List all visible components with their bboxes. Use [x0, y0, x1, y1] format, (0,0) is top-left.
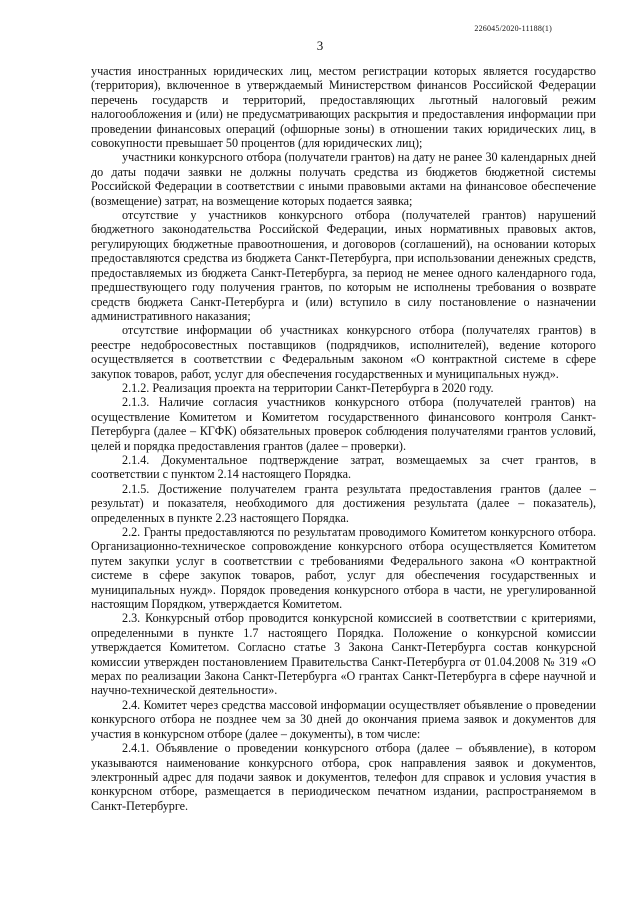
- paragraph-no-budget-funds: участники конкурсного отбора (получатели грантов) на дату не ранее 30 календарных дней до даты подачи заявки не должны получать средства из бюджетов бюджетной системы Российской Федерации в соответствии с иными правовыми актами на финансовое обеспечение (возмещение) затрат, на возмещение которых подается заявка;: [91, 150, 596, 208]
- paragraph-2-1-2: 2.1.2. Реализация проекта на территории Санкт-Петербурга в 2020 году.: [122, 380, 494, 395]
- document-registration-number: 226045/2020-11188(1): [474, 24, 552, 33]
- page-number: 3: [316, 38, 324, 53]
- paragraph-2-1-5: 2.1.5. Достижение получателем гранта результата предоставления грантов (далее – результат) и показателя, необходимого для достижения результата (далее – показатель), определенных в пункте 2.23 настоящего Порядка.: [91, 481, 596, 525]
- paragraph-2-1-3: 2.1.3. Наличие согласия участников конкурсного отбора (получателей грантов) на осуществление Комитетом и Комитетом государственного финансового контроля Санкт-Петербурга (далее – КГФК) обязательных проверок соблюдения получателями грантов условий, целей и порядка предоставления грантов (далее – проверки).: [91, 395, 596, 453]
- paragraph-no-violations: отсутствие у участников конкурсного отбора (получателей грантов) нарушений бюджетного законодательства Российской Федерации, иных нормативных правовых актов, регулирующих бюджетные правоотношения, и договоров (соглашений), на основании которых предоставляются средства из бюджета Санкт-Петербурга, при использовании денежных средств, предоставляемых из бюджета Санкт-Петербурга, за период не менее одного календарного года, предшествующего году получения грантов, по которым не исполнены требования о возврате средств бюджета Санкт-Петербурга и (или) вступило в силу постановление о назначении административного наказания;: [91, 208, 596, 323]
- paragraph-2-3: 2.3. Конкурсный отбор проводится конкурсной комиссией в соответствии с критериями, определенными в пункте 1.7 настоящего Порядка. Положение о конкурсной комиссии утверждается Комитетом. Согласно статье 3 Закона Санкт-Петербурга состав конкурсной комиссии утвержден постановлением Правительства Санкт-Петербурга от 01.04.2008 № 319 «О мерах по реализации Закона Санкт-Петербурга «О грантах Санкт-Петербурга в сфере научной и научно-технической деятельности».: [91, 611, 596, 698]
- paragraph-2-4-1: 2.4.1. Объявление о проведении конкурсного отбора (далее – объявление), в котором указываются наименование конкурсного отбора, срок направления заявок и документов, электронный адрес для подачи заявок и документов, телефон для справок и условия участия в конкурсном отборе, размещается в периодическом печатном издании, распространяемом в Санкт-Петербурге.: [91, 741, 596, 813]
- paragraph-2-2: 2.2. Гранты предоставляются по результатам проводимого Комитетом конкурсного отбора. Организационно-техническое сопровождение конкурсного отбора осуществляется Комитетом путем закупки услуг в соответствии с требованиями Федерального закона «О контрактной системе в сфере закупок товаров, работ, услуг для обеспечения государственных и муниципальных нужд». Порядок проведения конкурсного отбора в части, не урегулированной настоящим Порядком, утверждается Комитетом.: [91, 525, 596, 612]
- paragraph-2-4: 2.4. Комитет через средства массовой информации осуществляет объявление о проведении конкурсного отбора не позднее чем за 30 дней до окончания приема заявок и документов для участия в конкурсном отборе (далее – документы), в том числе:: [91, 697, 596, 741]
- document-body: [91, 64, 596, 813]
- paragraph-offshore-continuation: участия иностранных юридических лиц, местом регистрации которых является государство (территория), включенное в утверждаемый Министерством финансов Российской Федерации перечень государств и территорий, предоставляющих льготный налоговый режим налогообложения и (или) не предусматривающих раскрытия и предоставления информации при проведении финансовых операций (офшорные зоны) в отношении таких юридических лиц, в совокупности превышает 50 процентов (для юридических лиц);: [91, 64, 596, 151]
- paragraph-2-1-4: 2.1.4. Документальное подтверждение затрат, возмещаемых за счет грантов, в соответствии с пунктом 2.14 настоящего Порядка.: [91, 452, 596, 482]
- paragraph-no-unfair-suppliers: отсутствие информации об участниках конкурсного отбора (получателях грантов) в реестре недобросовестных поставщиков (подрядчиков, исполнителей), ведение которого осуществляется в соответствии с Федеральным законом «О контрактной системе в сфере закупок товаров, работ, услуг для обеспечения государственных и муниципальных нужд».: [91, 323, 596, 381]
